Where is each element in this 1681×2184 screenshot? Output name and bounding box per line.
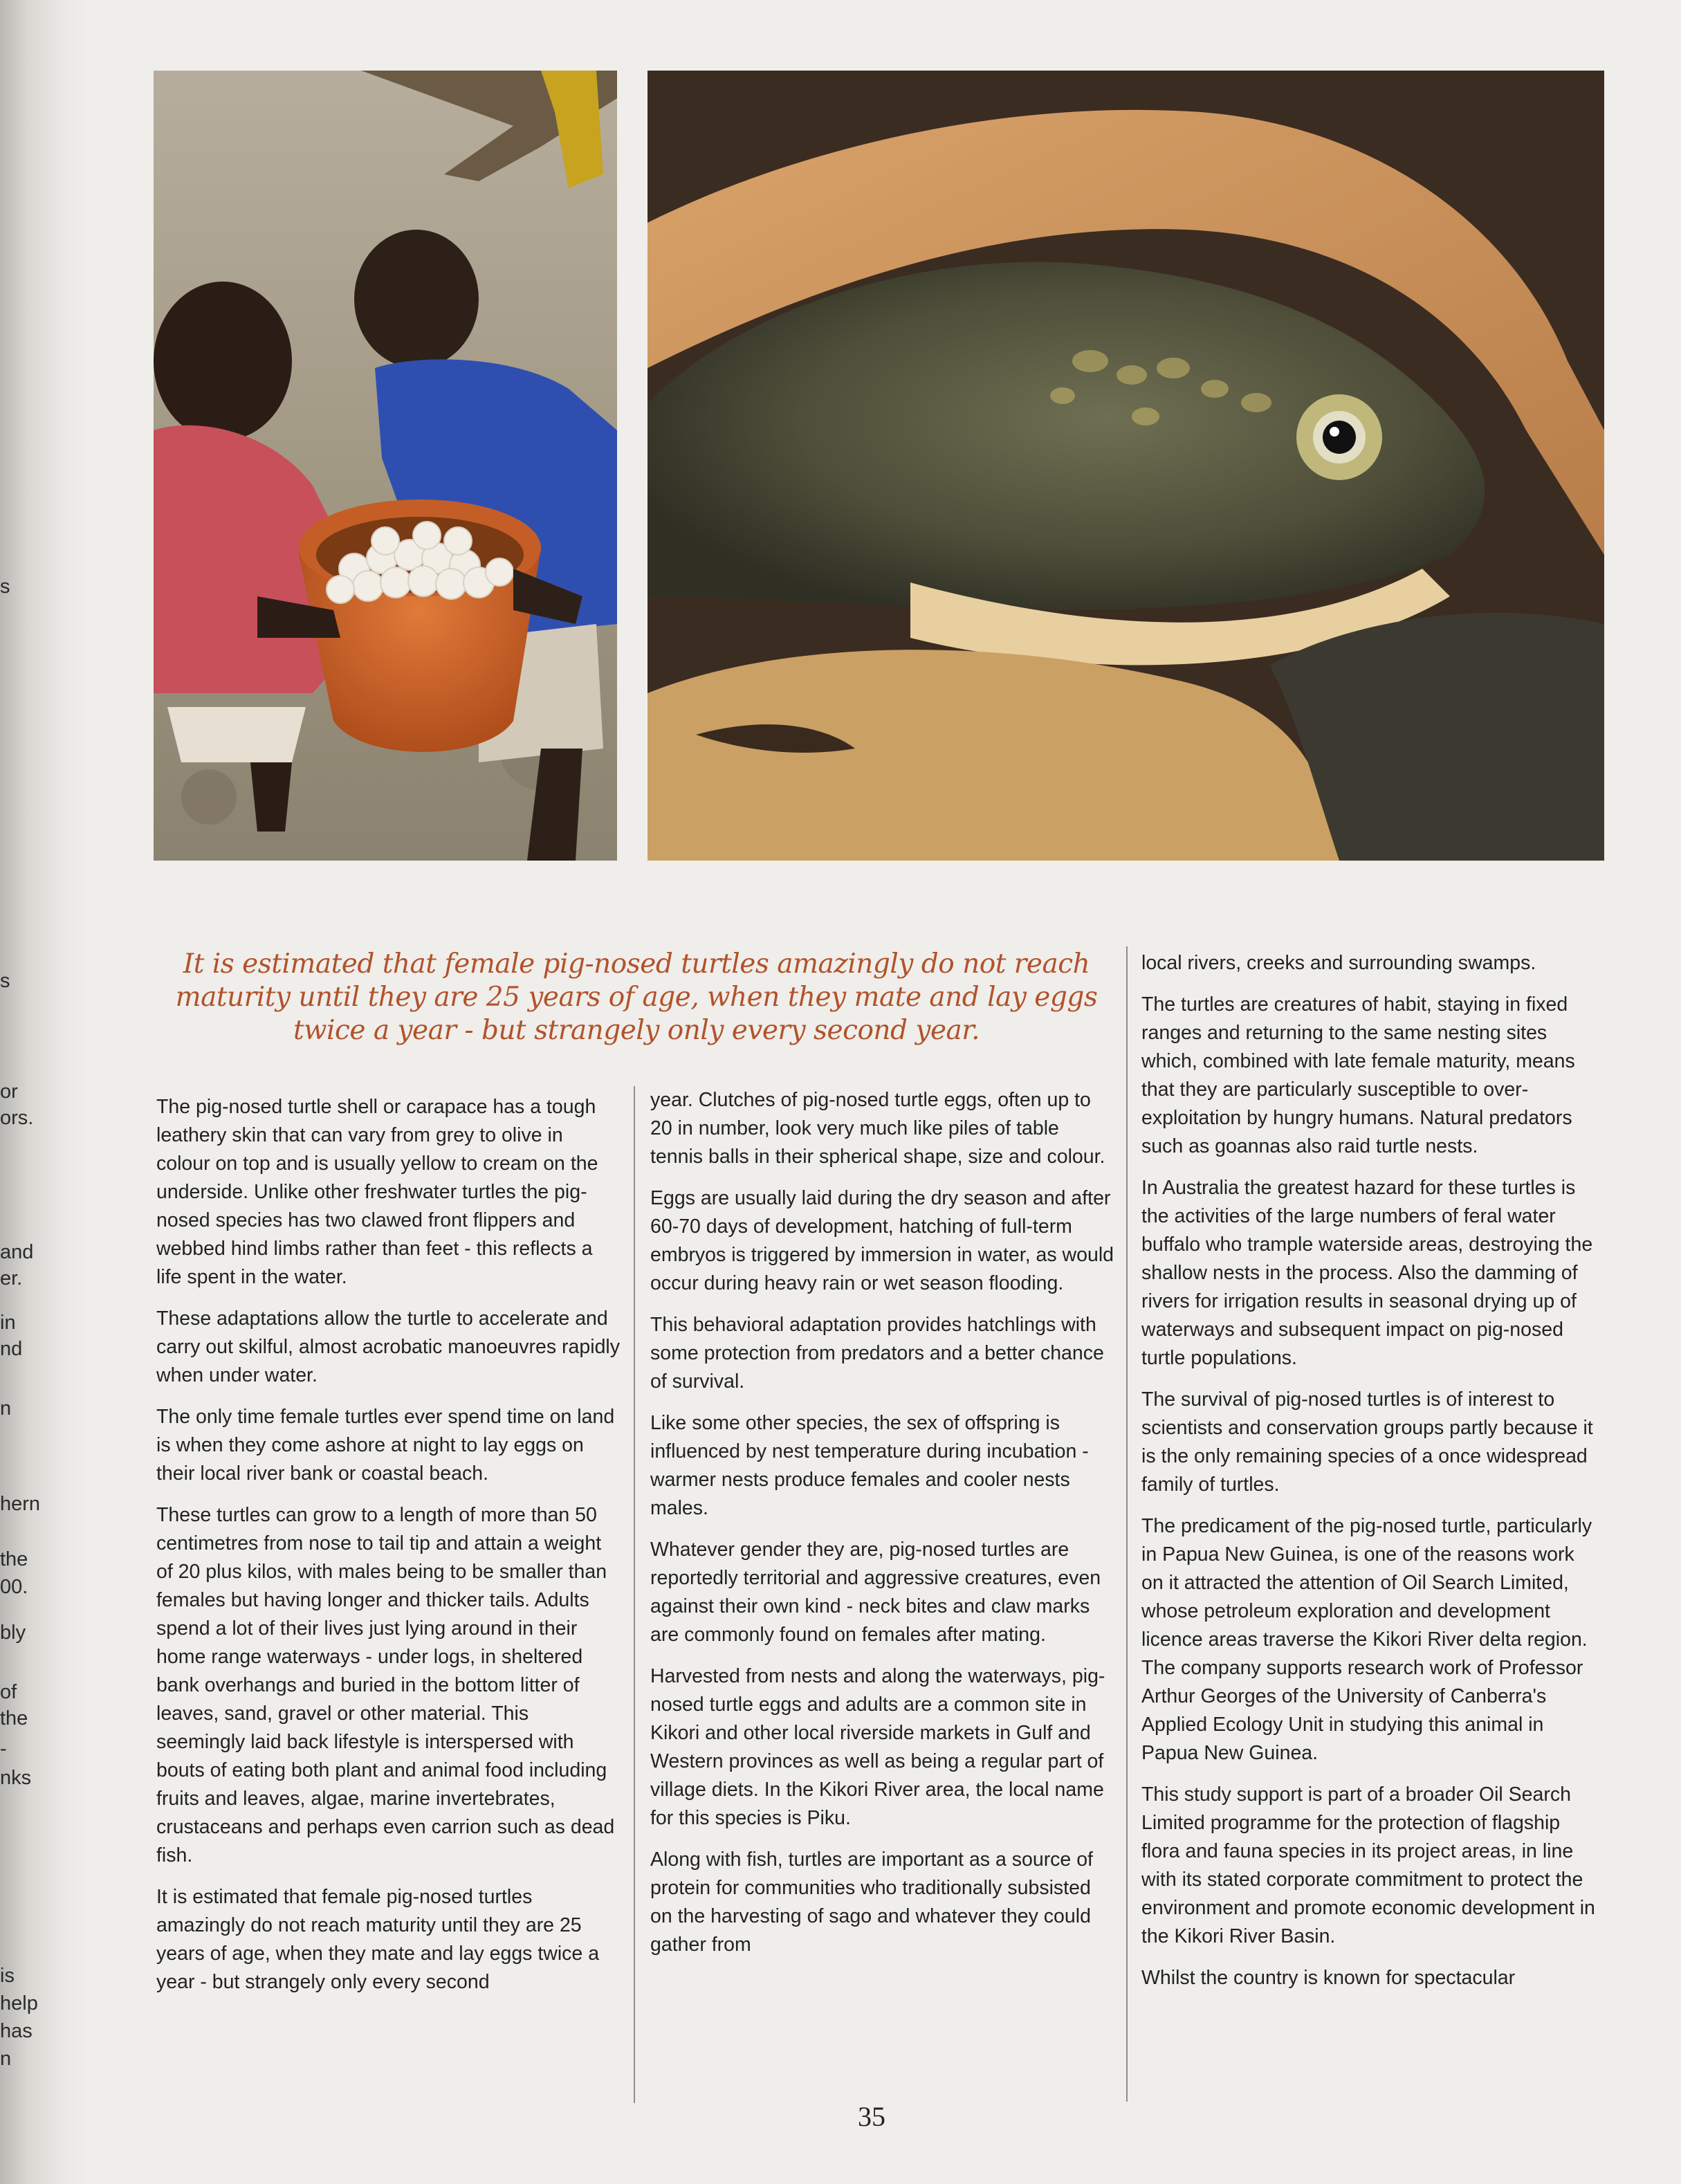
bleed-line: in <box>0 1312 16 1334</box>
bleed-line: has <box>0 2020 33 2042</box>
column-divider <box>634 1086 635 2103</box>
paragraph: year. Clutches of pig-nosed turtle eggs, often up to 20 in number, look very much like piles of table tennis balls in their spherical shape, size and colour. <box>650 1089 1105 1168</box>
bleed-line: n <box>0 2048 12 2070</box>
bleed-line: is <box>0 1965 15 1987</box>
bleed-line: nks <box>0 1767 32 1789</box>
bleed-line: of <box>0 1681 17 1703</box>
paragraph: Eggs are usually laid during the dry season and after 60-70 days of development, hatching of full-term embryos is triggered by immersion in water, as would occur during heavy rain or wet season flooding. <box>650 1187 1114 1294</box>
paragraph: Whilst the country is known for spectacular <box>1141 1967 1516 1989</box>
bleed-line: and <box>0 1241 34 1263</box>
bleed-line: the <box>0 1707 28 1729</box>
pull-quote: It is estimated that female pig-nosed turtles amazingly do not reach maturity until they are 25 years of age, when they mate and lay eggs twice a year - but strangely only every second year. <box>175 948 1098 1046</box>
paragraph: In Australia the greatest hazard for these turtles is the activities of the large numbers of feral water buffalo who trample waterside areas, destroying the shallow nests in the process. Also the damming of rivers for irrigation results in seasonal drying up of waterways and subsequent impact on pig-nosed turtle populations. <box>1141 1177 1593 1369</box>
bleed-line: n <box>0 1397 12 1420</box>
bleed-line: ors. <box>0 1107 34 1129</box>
page-number: 35 <box>858 2101 885 2132</box>
paragraph: Like some other species, the sex of offspring is influenced by nest temperature during incubation - warmer nests produce females and cooler nests males. <box>650 1412 1089 1519</box>
paragraph: Harvested from nests and along the waterways, pig-nosed turtle eggs and adults are a common site in Kikori and other local riverside markets in Gulf and Western provinces as well as being a regular part of village diets. In the Kikori River area, the local name for this species is Piku. <box>650 1665 1105 1829</box>
paragraph: These adaptations allow the turtle to accelerate and carry out skilful, almost acrobatic manoeuvres rapidly when under water. <box>156 1307 621 1386</box>
paragraph: Along with fish, turtles are important as a source of protein for communities who traditionally subsisted on the harvesting of sago and whatever they could gather from <box>650 1848 1093 1956</box>
paragraph: local rivers, creeks and surrounding swamps. <box>1141 952 1536 974</box>
column-divider <box>1126 946 1128 2102</box>
bleed-line: 00. <box>0 1576 28 1598</box>
bleed-line: help <box>0 1992 38 2015</box>
bleed-line: hern <box>0 1493 41 1515</box>
paragraph: This behavioral adaptation provides hatchlings with some protection from predators and a better chance of survival. <box>650 1314 1104 1393</box>
body-column-3 <box>1141 949 1601 2006</box>
paragraph: The only time female turtles ever spend time on land is when they come ashore at night to lay eggs on their local river bank or coastal beach. <box>156 1406 615 1485</box>
bleed-line: er. <box>0 1267 23 1290</box>
bleed-line: s <box>0 970 10 992</box>
paragraph: The pig-nosed turtle shell or carapace has a tough leathery skin that can vary from grey to olive in colour on top and is usually yellow to cream on the underside. Unlike other freshwater turtles the pig-nosed species has two clawed front flippers and webbed hind limbs rather than feet - this reflects a life spent in the water. <box>156 1096 598 1288</box>
pig-nosed-turtle-photo <box>647 71 1604 861</box>
bleed-line: - <box>0 1738 7 1760</box>
turtle-illustration <box>647 71 1604 861</box>
body-column-2 <box>650 1086 1114 1972</box>
paragraph: It is estimated that female pig-nosed turtles amazingly do not reach maturity until they are 25 years of age, when they mate and lay eggs twice a year - but strangely only every second <box>156 1886 600 1993</box>
bleed-line: or <box>0 1081 18 1103</box>
paragraph: The turtles are creatures of habit, staying in fixed ranges and returning to the same nesting sites which, combined with late female maturity, means that they are particularly susceptible to over-exploitation by hungry humans. Natural predators such as goannas also raid turtle nests. <box>1141 993 1575 1157</box>
bleed-line: the <box>0 1548 28 1570</box>
paragraph: These turtles can grow to a length of more than 50 centimetres from nose to tail tip and attain a weight of 20 plus kilos, with males being to be smaller than females but having longer and thicker tails. Adults spend a lot of their lives just lying around in their home range waterways - under logs, in sheltered bank overhangs and buried in the bottom litter of leaves, sand, gravel or other material. This seemingly laid back lifestyle is interspersed with bouts of eating both plant and animal food including fruits and leaves, algae, marine invertebrates, crustaceans and perhaps even carrion such as dead fish. <box>156 1504 615 1866</box>
paragraph: The predicament of the pig-nosed turtle, particularly in Papua New Guinea, is one of the reasons work on it attracted the attention of Oil Search Limited, whose petroleum exploration and development licence areas traverse the Kikori River delta region. The company supports research work of Professor Arthur Georges of the University of Canberra's Applied Ecology Unit in studying this animal in Papua New Guinea. <box>1141 1515 1592 1764</box>
paragraph: Whatever gender they are, pig-nosed turtles are reportedly territorial and aggressive creatures, even against their own kind - neck bites and claw marks are commonly found on females after mating. <box>650 1539 1101 1646</box>
bleed-line: bly <box>0 1622 26 1644</box>
boys-with-eggs-photo <box>154 71 617 861</box>
paragraph: The survival of pig-nosed turtles is of interest to scientists and conservation groups partly because it is the only remaining species of a once widespread family of turtles. <box>1141 1388 1593 1496</box>
paragraph: This study support is part of a broader Oil Search Limited programme for the protection of flagship flora and fauna species in its project areas, in line with its stated corporate commitment to protect the environment and promote economic development in the Kikori River Basin. <box>1141 1783 1595 1947</box>
boys-with-eggs-illustration <box>154 71 617 861</box>
bleed-line: nd <box>0 1338 23 1360</box>
bleed-line: s <box>0 576 10 598</box>
body-column-1 <box>156 1093 620 2010</box>
